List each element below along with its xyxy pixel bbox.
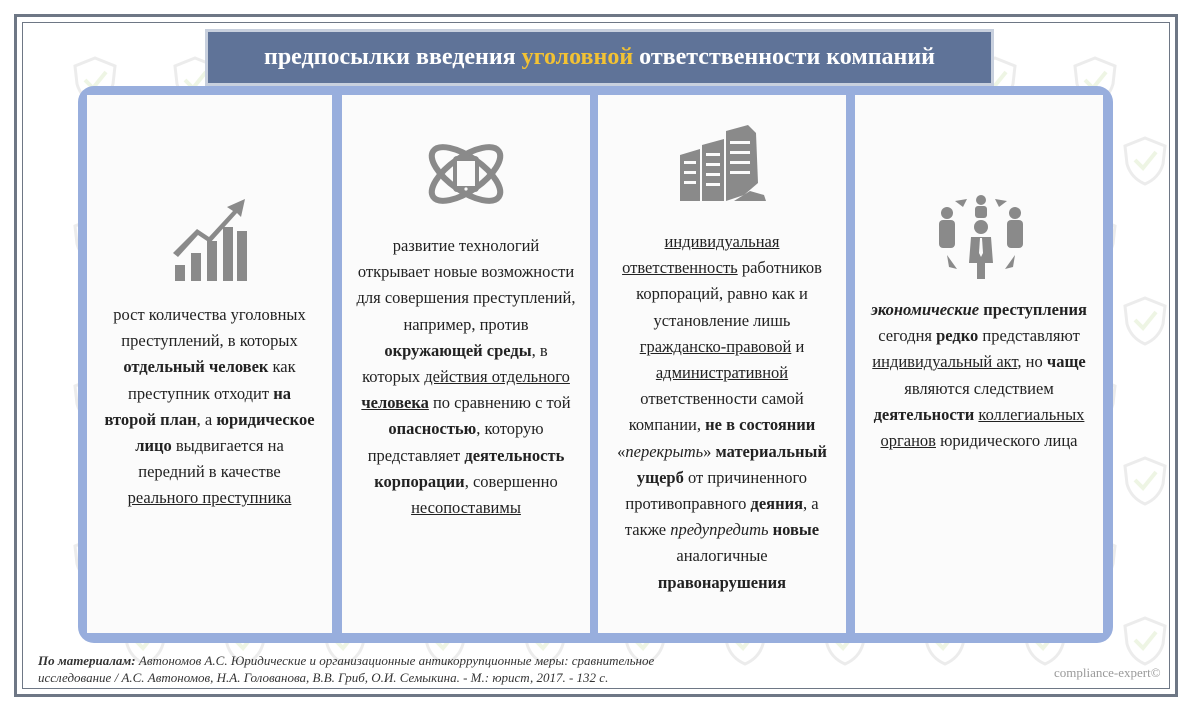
text-run: реального преступника <box>127 488 292 508</box>
text-run: деяния <box>750 494 804 514</box>
text-run: индивидуальная ответственность <box>622 232 780 278</box>
text-run: « <box>617 441 626 461</box>
text-run: и <box>791 336 805 356</box>
text-run: материальный ущерб <box>636 441 827 487</box>
card-economic-crimes <box>855 95 1103 633</box>
text-run: предупредить <box>670 520 769 540</box>
text-run: правонарушения <box>657 572 787 592</box>
card-technology <box>342 95 590 633</box>
text-run: человека <box>361 393 429 413</box>
text-run: рост количества уголовных преступлений, в которых <box>113 305 306 351</box>
text-run: , а <box>196 409 217 429</box>
card-text <box>87 302 332 512</box>
text-run: работников корпораций, равно как и установление лишь <box>636 258 822 330</box>
buildings-icon <box>678 125 768 207</box>
source-text: Автономов А.С. Юридические и организационные антикоррупционные меры: сравнительное исследование / А.С. Автономов, Н.А. Голованова, В.В. Гриб, О.И. Семыкина. - М.: юрист, 2017. - 132 с. <box>38 653 655 685</box>
text-run: экономические <box>871 300 980 319</box>
card-text <box>855 297 1103 454</box>
text-run: деятельность корпорации <box>374 445 565 491</box>
brand-watermark: compliance-expert© <box>1054 665 1161 680</box>
text-run: чаще <box>1046 352 1086 372</box>
title-highlight: уголовной <box>521 44 634 70</box>
page-title <box>208 32 991 83</box>
text-run: не в состоянии <box>705 415 816 435</box>
text-run: , а также <box>624 494 819 540</box>
growth-chart-icon <box>171 197 251 283</box>
text-run: ответственности самой компании, <box>628 389 804 435</box>
text-run: на второй план <box>104 383 291 429</box>
text-run: преступления <box>983 300 1087 319</box>
text-run: юридическое лицо <box>135 409 315 456</box>
card-text <box>598 229 846 596</box>
text-run: представляют <box>978 326 1080 346</box>
card-individual-liability <box>598 95 846 633</box>
text-run: новые <box>772 520 820 540</box>
source-label: По материалам: <box>38 653 136 668</box>
text-run: перекрыть <box>625 441 704 461</box>
text-run: несопоставимы <box>411 498 521 518</box>
source-citation <box>38 652 718 686</box>
text-run: по сравнению с той <box>428 393 571 413</box>
text-run: коллегиальных органов <box>880 404 1085 451</box>
text-run: , совершенно <box>464 471 558 491</box>
text-run: деятельности <box>873 404 975 424</box>
text-run: индивидуальный акт <box>872 352 1018 372</box>
text-run: , но <box>1017 352 1047 372</box>
text-run: отдельный человек <box>123 357 269 377</box>
text-run: действия отдельного <box>424 367 570 387</box>
text-run: являются следствием <box>904 378 1054 398</box>
text-run: как преступник отходит <box>128 357 296 403</box>
title-text-after: ответственности компаний <box>633 44 936 70</box>
text-run: , в которых <box>362 340 548 387</box>
text-run: развитие технологий открывает новые возможности для совершения преступлений, например, против <box>356 236 576 334</box>
text-run: » <box>703 441 716 461</box>
text-run: выдвигается на передний в качестве <box>138 436 284 482</box>
text-run: , которую представляет <box>367 419 544 465</box>
text-run: опасностью <box>388 419 477 439</box>
atom-tablet-icon <box>422 133 510 215</box>
text-run: сегодня <box>878 326 937 346</box>
text-run: юридического лица <box>935 431 1078 451</box>
title-text-before: предпосылки введения <box>263 44 522 70</box>
text-run: аналогичные <box>676 546 768 566</box>
text-run: редко <box>936 326 979 346</box>
text-run: гражданско-правовой <box>639 336 792 356</box>
text-run: от причиненного противоправного <box>625 467 808 514</box>
text-run: окружающей среды <box>384 340 532 360</box>
text-run: административной <box>655 363 789 383</box>
people-network-icon <box>933 193 1029 279</box>
card-crime-growth <box>87 95 332 633</box>
card-text <box>342 233 590 521</box>
